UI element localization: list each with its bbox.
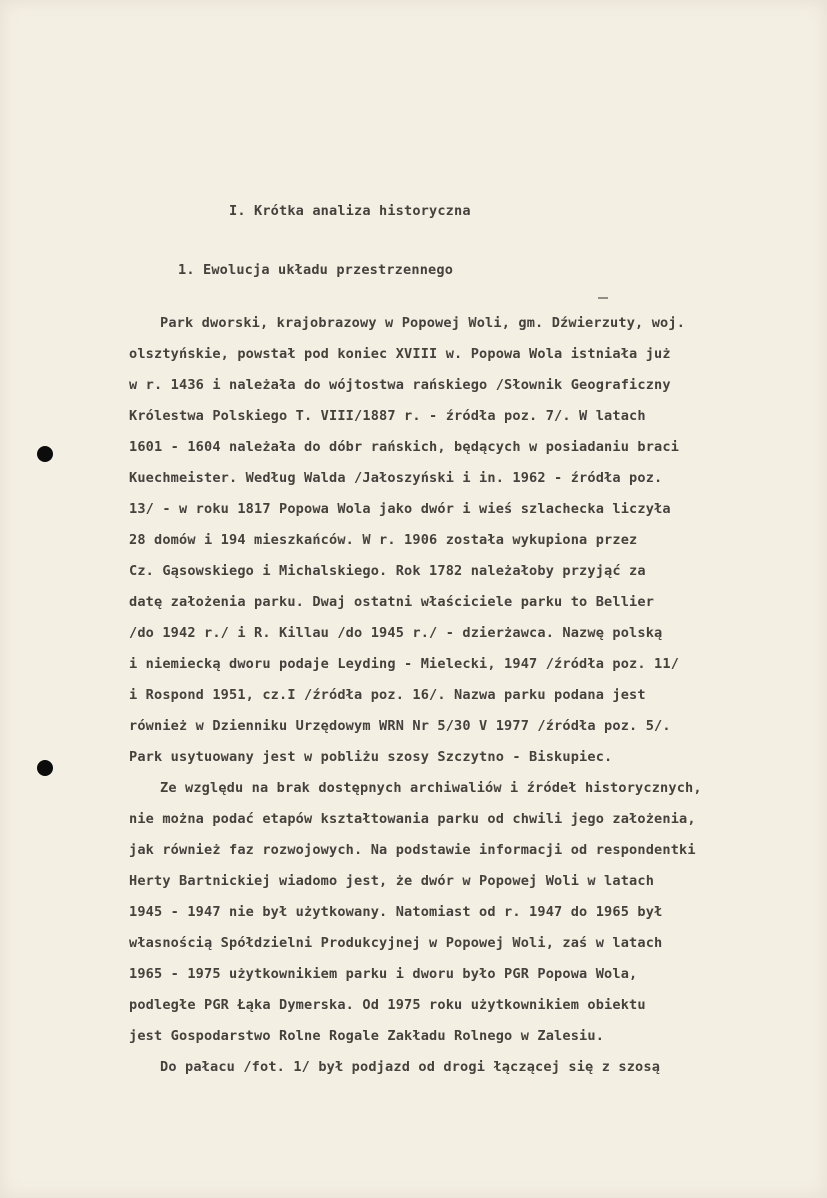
text-line: jest Gospodarstwo Rolne Rogale Zakładu Rolnego w Zalesiu. bbox=[129, 1028, 605, 1044]
text-line: podległe PGR Łąka Dymerska. Od 1975 roku użytkownikiem obiektu bbox=[129, 997, 646, 1013]
text-line: Cz. Gąsowskiego i Michalskiego. Rok 1782 należałoby przyjąć za bbox=[129, 563, 646, 579]
text-line: 1945 - 1947 nie był użytkowany. Natomiast od r. 1947 do 1965 był bbox=[129, 904, 663, 920]
text-line: własnością Spółdzielni Produkcyjnej w Popowej Woli, zaś w latach bbox=[129, 935, 663, 951]
text-line: olsztyńskie, powstał pod koniec XVIII w. Popowa Wola istniała już bbox=[129, 346, 671, 362]
punch-hole-top bbox=[37, 446, 53, 462]
subsection-title: 1. Ewolucja układu przestrzennego bbox=[178, 262, 454, 278]
section-title: I. Krótka analiza historyczna bbox=[229, 203, 471, 219]
text-line: Królestwa Polskiego T. VIII/1887 r. - źródła poz. 7/. W latach bbox=[129, 408, 646, 424]
text-line: jak również faz rozwojowych. Na podstawie informacji od respondentki bbox=[129, 842, 696, 858]
text-line: Park usytuowany jest w pobliżu szosy Szczytno - Biskupiec. bbox=[129, 749, 613, 765]
text-line: datę założenia parku. Dwaj ostatni właściciele parku to Bellier bbox=[129, 594, 655, 610]
text-line: również w Dzienniku Urzędowym WRN Nr 5/30 V 1977 /źródła poz. 5/. bbox=[129, 718, 671, 734]
text-line: 1601 - 1604 należała do dóbr rańskich, będących w posiadaniu braci bbox=[129, 439, 680, 455]
text-line: i Rospond 1951, cz.I /źródła poz. 16/. Nazwa parku podana jest bbox=[129, 687, 646, 703]
text-line: Park dworski, krajobrazowy w Popowej Woli, gm. Dźwierzuty, woj. bbox=[160, 315, 686, 331]
text-line: /do 1942 r./ i R. Killau /do 1945 r./ - dzierżawca. Nazwę polską bbox=[129, 625, 663, 641]
text-line: 1965 - 1975 użytkownikiem parku i dworu było PGR Popowa Wola, bbox=[129, 966, 638, 982]
text-line: i niemiecką dworu podaje Leyding - Mielecki, 1947 /źródła poz. 11/ bbox=[129, 656, 680, 672]
text-line: 13/ - w roku 1817 Popowa Wola jako dwór i wieś szlachecka liczyła bbox=[129, 501, 671, 517]
ink-mark bbox=[598, 297, 608, 299]
text-line: nie można podać etapów kształtowania parku od chwili jego założenia, bbox=[129, 811, 696, 827]
text-line: Kuechmeister. Według Walda /Jałoszyński i in. 1962 - źródła poz. bbox=[129, 470, 663, 486]
text-line: w r. 1436 i należała do wójtostwa rańskiego /Słownik Geograficzny bbox=[129, 377, 671, 393]
text-line: Do pałacu /fot. 1/ był podjazd od drogi łączącej się z szosą bbox=[160, 1059, 661, 1075]
punch-hole-bottom bbox=[37, 760, 53, 776]
text-line: 28 domów i 194 mieszkańców. W r. 1906 została wykupiona przez bbox=[129, 532, 638, 548]
text-line: Ze względu na brak dostępnych archiwaliów i źródeł historycznych, bbox=[160, 780, 702, 796]
text-line: Herty Bartnickiej wiadomo jest, że dwór w Popowej Woli w latach bbox=[129, 873, 655, 889]
